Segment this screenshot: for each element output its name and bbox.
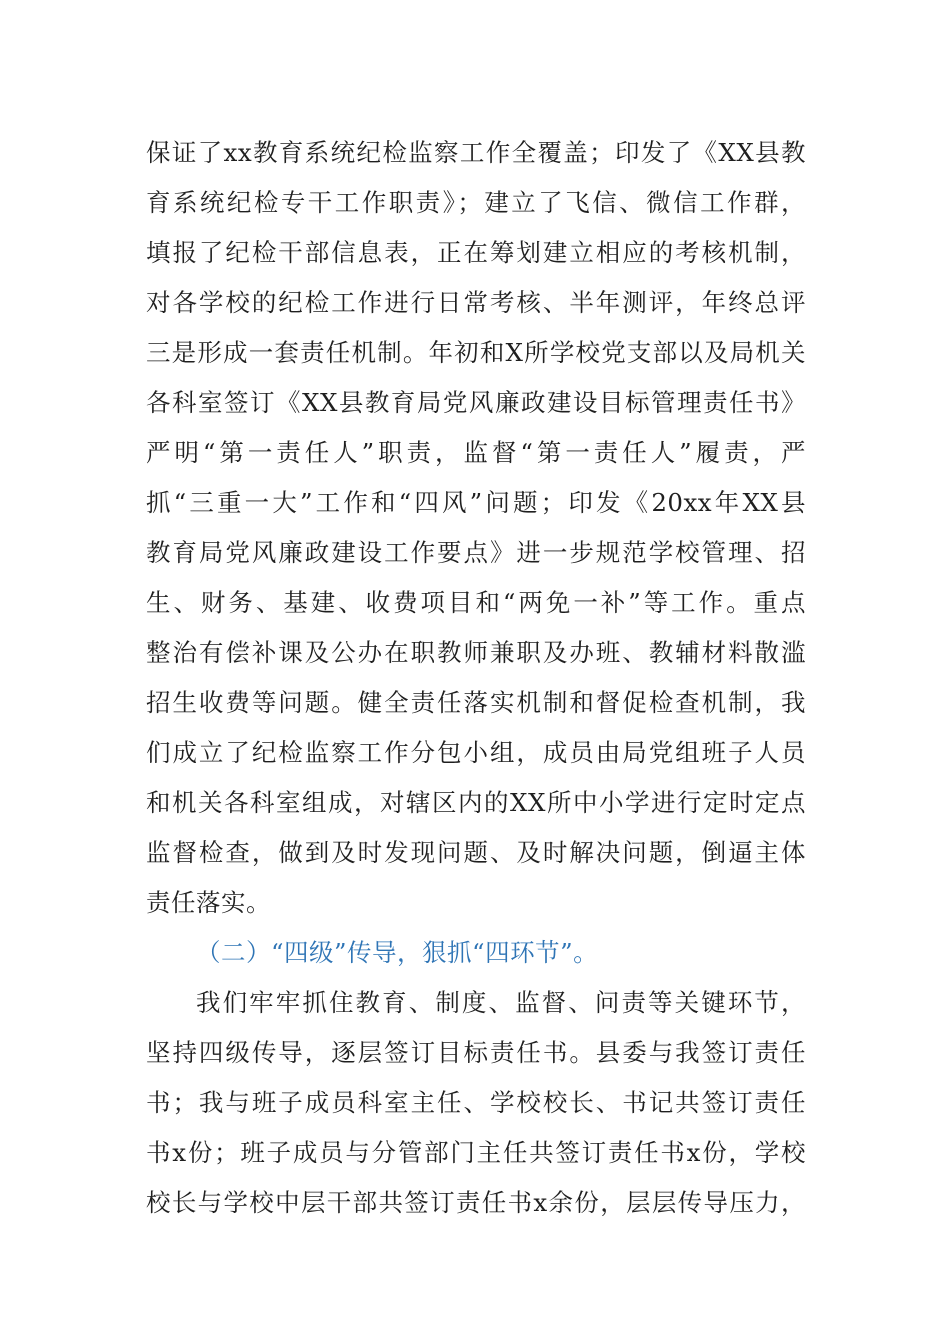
paragraph-1-line-7: 严明“第一责任人”职责，监督“第一责任人”履责，严 <box>146 438 806 467</box>
paragraph-1-line-3: 填报了纪检干部信息表，正在筹划建立相应的考核机制， <box>146 238 806 267</box>
paragraph-1-line-9: 教育局党风廉政建设工作要点》进一步规范学校管理、招 <box>146 538 806 567</box>
paragraph-2-line-3: 书；我与班子成员科室主任、学校校长、书记共签订责任 <box>146 1088 806 1117</box>
paragraph-1-line-6: 各科室签订《XX县教育局党风廉政建设目标管理责任书》 <box>146 388 806 417</box>
paragraph-1-line-4: 对各学校的纪检工作进行日常考核、半年测评，年终总评 <box>146 288 806 317</box>
paragraph-1-line-14: 和机关各科室组成，对辖区内的XX所中小学进行定时定点 <box>146 788 806 817</box>
paragraph-1-line-5: 三是形成一套责任机制。年初和X所学校党支部以及局机关 <box>146 338 806 367</box>
paragraph-1-line-16: 责任落实。 <box>146 888 271 917</box>
paragraph-1-line-11: 整治有偿补课及公办在职教师兼职及办班、教辅材料散滥 <box>146 638 806 667</box>
paragraph-1-line-13: 们成立了纪检监察工作分包小组，成员由局党组班子人员 <box>146 738 806 767</box>
paragraph-1-line-1: 保证了xx教育系统纪检监察工作全覆盖；印发了《XX县教 <box>146 138 806 167</box>
paragraph-2-line-1: 我们牢牢抓住教育、制度、监督、问责等关键环节， <box>196 988 806 1017</box>
paragraph-2-line-4: 书x份；班子成员与分管部门主任共签订责任书x份，学校 <box>146 1138 806 1167</box>
paragraph-1-line-2: 育系统纪检专干工作职责》；建立了飞信、微信工作群， <box>146 188 806 217</box>
paragraph-1-line-10: 生、财务、基建、收费项目和“两免一补”等工作。重点 <box>146 588 806 617</box>
paragraph-1-line-12: 招生收费等问题。健全责任落实机制和督促检查机制，我 <box>146 688 806 717</box>
paragraph-2-line-5: 校长与学校中层干部共签订责任书x余份，层层传导压力， <box>146 1188 806 1217</box>
paragraph-2-line-2: 坚持四级传导，逐层签订目标责任书。县委与我签订责任 <box>146 1038 806 1067</box>
paragraph-1-line-8: 抓“三重一大”工作和“四风”问题；印发《20xx年XX县 <box>146 488 806 517</box>
section-heading: （二）“四级”传导，狠抓“四环节”。 <box>196 938 599 967</box>
paragraph-1-line-15: 监督检查，做到及时发现问题、及时解决问题，倒逼主体 <box>146 838 806 867</box>
